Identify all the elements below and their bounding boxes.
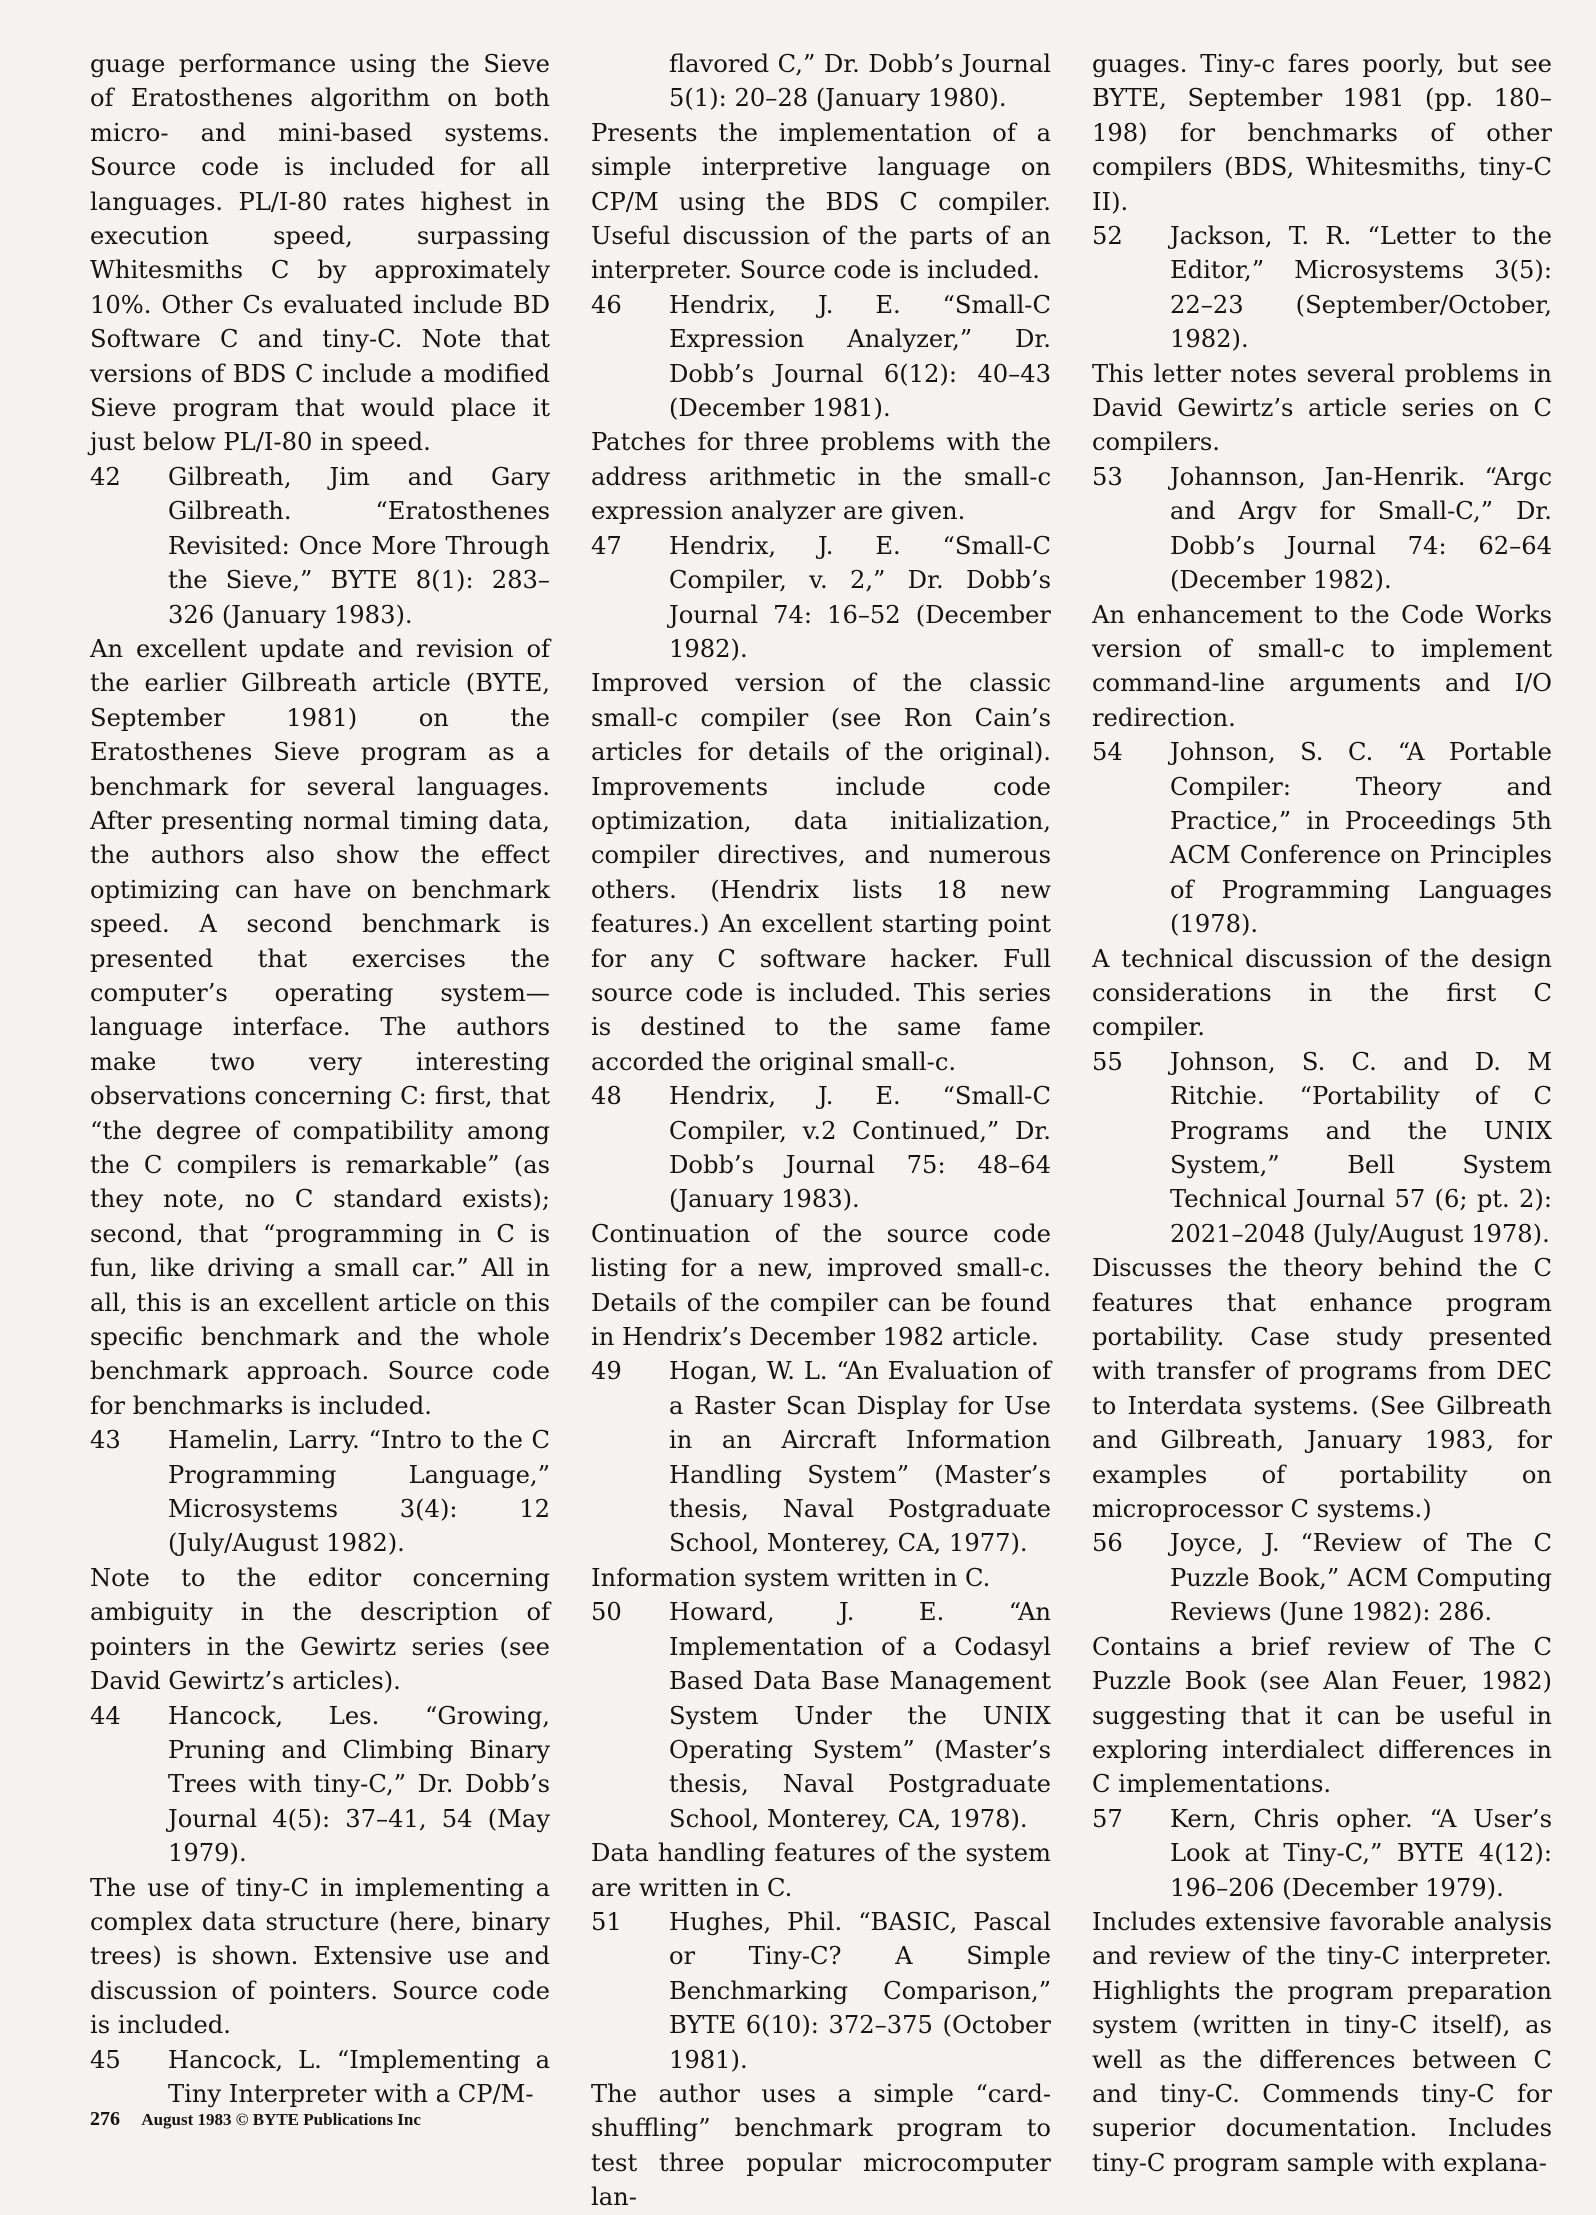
reference-entry (591, 288, 1051, 426)
reference-number: 47 (591, 531, 622, 560)
reference-number: 42 (90, 462, 121, 491)
reference-entry (90, 1699, 550, 1871)
reference-number: 45 (90, 2045, 121, 2074)
annotation-paragraph: Note to the editor concerning ambiguity in the description of pointers in the Gewirtz series (see David Gewirtz’s articles). (90, 1563, 550, 1696)
reference-citation: Hendrix, J. E. “Small-C Compiler, v.2 Continued,” Dr. Dobb’s Journal 75: 48–64 (January 1983). (669, 1082, 1051, 1214)
reference-entry (591, 1354, 1051, 1560)
reference-citation: Kern, Chris opher. “A User’s Look at Tiny-C,” BYTE 4(12): 196–206 (December 1979). (1170, 1804, 1552, 1902)
annotation-paragraph: guages. Tiny-c fares poorly, but see BYTE, September 1981 (pp. 180–198) for benchmarks of other compilers (BDS, Whitesmiths, tiny-C II). (1092, 50, 1552, 216)
reference-citation: Johannson, Jan-Henrik. “Argc and Argv for Small-C,” Dr. Dobb’s Journal 74: 62–64 (December 1982). (1170, 462, 1552, 595)
column-left (90, 47, 550, 2108)
reference-number: 50 (591, 1598, 622, 1627)
reference-number: 53 (1092, 462, 1123, 491)
reference-number: 43 (90, 1426, 121, 1455)
reference-citation: flavored C,” Dr. Dobb’s Journal 5(1): 20–28 (January 1980). (669, 50, 1051, 113)
reference-entry (90, 460, 550, 632)
page-footer (90, 2108, 421, 2131)
annotation-paragraph: Continuation of the source code listing for a new, improved small-c. Details of the compiler can be found in Hendrix’s December 1982 article. (591, 1219, 1051, 1352)
reference-citation: Gilbreath, Jim and Gary Gilbreath. “Eratosthenes Revisited: Once More Through the Sieve,” BYTE 8(1): 283–326 (January 1983). (168, 462, 550, 629)
reference-number: 54 (1092, 738, 1123, 767)
reference-citation: Hancock, L. “Implementing a Tiny Interpreter with a CP/M- (168, 2045, 550, 2108)
reference-entry (591, 529, 1051, 667)
annotation-paragraph: Includes extensive favorable analysis and review of the tiny-C interpreter. Highlights the program preparation system (written in tiny-C itself), as well as the differences between C and tiny-C. Commends tiny-C for superior documentation. Includes tiny-C program sample with explana- (1092, 1907, 1552, 2177)
reference-entry (90, 1423, 550, 1561)
footer-credit: August 1983 © BYTE Publications Inc (141, 2110, 421, 2129)
reference-citation: Hendrix, J. E. “Small-C Expression Analyzer,” Dr. Dobb’s Journal 6(12): 40–43 (December 1981). (669, 290, 1051, 423)
reference-entry (1092, 1045, 1552, 1251)
annotation-paragraph: Discusses the theory behind the C features that enhance program portability. Case study presented with transfer of programs from DEC to Interdata systems. (See Gilbreath and Gilbreath, January 1983, for examples of portability on microprocessor C systems.) (1092, 1254, 1552, 1524)
reference-entry (90, 2043, 550, 2112)
annotation-paragraph: This letter notes several problems in David Gewirtz’s article series on C compilers. (1092, 359, 1552, 457)
reference-citation: Johnson, S. C. “A Portable Compiler: Theory and Practice,” in Proceedings 5th ACM Conference on Principles of Programming Languages (1978). (1170, 738, 1552, 939)
reference-citation: Hamelin, Larry. “Intro to the C Programming Language,” Microsystems 3(4): 12 (July/August 1982). (168, 1426, 550, 1558)
reference-entry (1092, 460, 1552, 598)
reference-citation: Hogan, W. L. “An Evaluation of a Raster Scan Display for Use in an Aircraft Information Handling System” (Master’s thesis, Naval Postgraduate School, Monterey, CA, 1977). (669, 1357, 1051, 1558)
reference-number: 56 (1092, 1529, 1123, 1558)
annotation-paragraph: Information system written in C. (591, 1563, 991, 1592)
reference-entry (1092, 1802, 1552, 1905)
reference-entry (591, 1079, 1051, 1217)
reference-number: 51 (591, 1907, 622, 1936)
reference-citation: Hendrix, J. E. “Small-C Compiler, v. 2,” Dr. Dobb’s Journal 74: 16–52 (December 1982). (669, 531, 1051, 663)
reference-entry (1092, 735, 1552, 941)
annotation-paragraph: guage performance using the Sieve of Eratosthenes algorithm on both micro- and mini-based systems. Source code is included for all languages. PL/I-80 rates highest in execution speed, surpassing Whitesmiths C by approximately 10%. Other Cs evaluated include BD Software C and tiny-C. Note that versions of BDS C include a modified Sieve program that would place it just below PL/I-80 in speed. (90, 50, 550, 457)
reference-number: 48 (591, 1082, 622, 1111)
reference-number: 49 (591, 1357, 622, 1386)
reference-entry (591, 1905, 1051, 2077)
annotation-paragraph: Contains a brief review of The C Puzzle Book (see Alan Feuer, 1982) suggesting that it can be useful in exploring interdialect differences in C implementations. (1092, 1632, 1552, 1799)
reference-citation: Jackson, T. R. “Letter to the Editor,” Microsystems 3(5): 22–23 (September/October, 1982). (1170, 222, 1552, 354)
column-right (1092, 47, 1552, 2177)
annotation-paragraph: The use of tiny-C in implementing a complex data structure (here, binary trees) is shown. Extensive use and discussion of pointers. Source code is included. (90, 1873, 550, 2040)
reference-continuation (591, 47, 1051, 116)
reference-citation: Johnson, S. C. and D. M Ritchie. “Portability of C Programs and the UNIX System,” Bell System Technical Journal 57 (6; pt. 2): 2021–2048 (July/August 1978). (1170, 1047, 1552, 1248)
column-middle (591, 47, 1051, 2212)
reference-entry (1092, 219, 1552, 357)
reference-entry (591, 1595, 1051, 1836)
annotation-paragraph: Presents the implementation of a simple interpretive language on CP/M using the BDS C compiler. Useful discussion of the parts of an interpreter. Source code is included. (591, 118, 1051, 285)
annotation-paragraph: Data handling features of the system are written in C. (591, 1839, 1051, 1902)
reference-citation: Hancock, Les. “Growing, Pruning and Climbing Binary Trees with tiny-C,” Dr. Dobb’s Journal 4(5): 37–41, 54 (May 1979). (168, 1701, 550, 1868)
reference-citation: Howard, J. E. “An Implementation of a Codasyl Based Data Base Management System Under the UNIX Operating System” (Master’s thesis, Naval Postgraduate School, Monterey, CA, 1978). (669, 1598, 1051, 1833)
reference-number: 57 (1092, 1804, 1123, 1833)
page-number: 276 (90, 2108, 120, 2130)
annotation-paragraph: An enhancement to the Code Works version of small-c to implement command-line arguments and I/O redirection. (1092, 600, 1552, 732)
annotation-paragraph: Patches for three problems with the address arithmetic in the small-c expression analyzer are given. (591, 428, 1051, 526)
reference-number: 46 (591, 290, 622, 319)
reference-citation: Joyce, J. “Review of The C Puzzle Book,” ACM Computing Reviews (June 1982): 286. (1170, 1529, 1552, 1627)
annotation-paragraph: An excellent update and revision of the earlier Gilbreath article (BYTE, September 1981) on the Eratosthenes Sieve program as a benchmark for several languages. After presenting normal timing data, the authors also show the effect optimizing can have on benchmark speed. A second benchmark is presented that exercises the computer’s operating system—language interface. The authors make two very interesting observations concerning C: first, that “the degree of compatibility among the C compilers is remarkable” (as they note, no C standard exists); second, that “programming in C is fun, like driving a small car.” All in all, this is an excellent article on this specific benchmark and the whole benchmark approach. Source code for benchmarks is included. (90, 634, 550, 1420)
annotation-paragraph: Improved version of the classic small-c compiler (see Ron Cain’s articles for details of the original). Improvements include code optimization, data initialization, compiler directives, and numerous others. (Hendrix lists 18 new features.) An excellent starting point for any C software hacker. Full source code is included. This series is destined to the same fame accorded the original small-c. (591, 669, 1051, 1076)
reference-number: 52 (1092, 222, 1123, 251)
reference-number: 44 (90, 1701, 121, 1730)
annotation-paragraph: A technical discussion of the design considerations in the first C compiler. (1092, 944, 1552, 1042)
annotation-paragraph: The author uses a simple “card-shuffling” benchmark program to test three popular microcomputer lan- (591, 2079, 1051, 2212)
reference-entry (1092, 1526, 1552, 1629)
reference-citation: Hughes, Phil. “BASIC, Pascal or Tiny-C? A Simple Benchmarking Comparison,” BYTE 6(10): 372–375 (October 1981). (669, 1907, 1051, 2074)
reference-number: 55 (1092, 1047, 1123, 1076)
